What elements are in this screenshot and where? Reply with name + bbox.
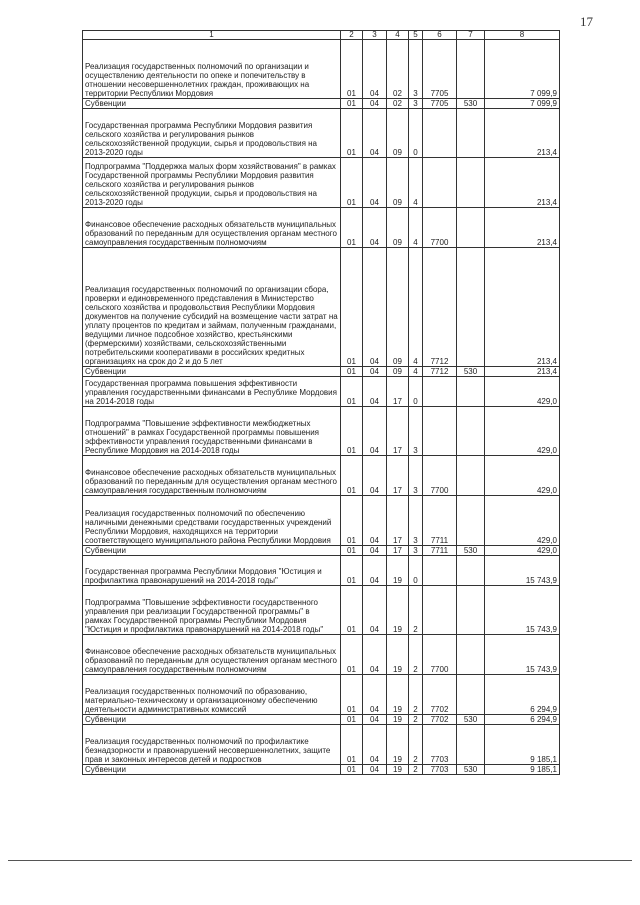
row-cell-2: 01 [341, 725, 363, 765]
row-cell-2: 01 [341, 248, 363, 367]
budget-table [82, 30, 560, 775]
row-cell-8: 429,0 [485, 377, 560, 407]
row-cell-2: 01 [341, 496, 363, 546]
row-cell-3: 04 [363, 377, 387, 407]
row-description: Реализация государственных полномочий по организации сбора, проверки и единовременного представления в Министерство сельского хозяйства и продовольствия Республики Мордовия документов на получение субсидий на возмещение части затрат на уплату процентов по кредитам и займам, полученным гражданами, ведущими личное подсобное хозяйство, крестьянскими (фермерскими) хозяйствами, сельскохозяйственными потребительскими кооперативами в российских кредитных организациях на срок до 2 и до 5 лет [83, 248, 341, 367]
row-cell-2: 01 [341, 208, 363, 248]
bottom-rule [8, 860, 632, 861]
row-cell-8: 15 743,9 [485, 635, 560, 675]
row-description: Подпрограмма "Повышение эффективности государственного управления при реализации Государственной программы" в рамках Государственной программы Республики Мордовия "Юстиция и профилактика правонарушений на 2014-2018 годы" [83, 586, 341, 635]
row-cell-4: 09 [387, 158, 409, 208]
row-cell-4: 09 [387, 208, 409, 248]
row-cell-3: 04 [363, 367, 387, 377]
row-cell-7 [457, 556, 485, 586]
row-cell-6 [423, 556, 457, 586]
row-cell-2: 01 [341, 158, 363, 208]
row-cell-2: 01 [341, 367, 363, 377]
row-cell-7: 530 [457, 367, 485, 377]
row-cell-6: 7712 [423, 248, 457, 367]
header-cell-2: 2 [341, 31, 363, 40]
row-cell-8: 213,4 [485, 158, 560, 208]
row-cell-7: 530 [457, 99, 485, 109]
row-description: Субвенции [83, 367, 341, 377]
row-cell-3: 04 [363, 556, 387, 586]
row-cell-5: 4 [409, 248, 423, 367]
header-cell-8: 8 [485, 31, 560, 40]
table-row [83, 248, 560, 367]
table-row [83, 158, 560, 208]
row-cell-7 [457, 208, 485, 248]
header-cell-6: 6 [423, 31, 457, 40]
row-cell-5: 3 [409, 407, 423, 456]
row-cell-5: 0 [409, 556, 423, 586]
row-description: Субвенции [83, 546, 341, 556]
row-cell-3: 04 [363, 456, 387, 496]
row-cell-7 [457, 158, 485, 208]
row-cell-3: 04 [363, 99, 387, 109]
header-cell-1: 1 [83, 31, 341, 40]
table-row [83, 456, 560, 496]
row-cell-3: 04 [363, 407, 387, 456]
row-cell-4: 19 [387, 675, 409, 715]
row-cell-3: 04 [363, 109, 387, 158]
row-cell-4: 09 [387, 248, 409, 367]
row-cell-3: 04 [363, 675, 387, 715]
row-cell-8: 213,4 [485, 109, 560, 158]
row-cell-3: 04 [363, 715, 387, 725]
row-cell-4: 17 [387, 496, 409, 546]
row-cell-5: 3 [409, 546, 423, 556]
row-description: Субвенции [83, 99, 341, 109]
row-cell-4: 19 [387, 725, 409, 765]
row-cell-4: 19 [387, 765, 409, 775]
row-cell-6: 7705 [423, 99, 457, 109]
table-row [83, 715, 560, 725]
header-cell-3: 3 [363, 31, 387, 40]
row-cell-8: 9 185,1 [485, 765, 560, 775]
row-cell-8: 213,4 [485, 367, 560, 377]
row-cell-2: 01 [341, 407, 363, 456]
row-cell-2: 01 [341, 546, 363, 556]
row-cell-3: 04 [363, 586, 387, 635]
row-cell-8: 15 743,9 [485, 586, 560, 635]
row-cell-6: 7703 [423, 765, 457, 775]
row-cell-6: 7700 [423, 635, 457, 675]
table-row [83, 208, 560, 248]
row-cell-8: 429,0 [485, 407, 560, 456]
row-cell-5: 4 [409, 367, 423, 377]
row-cell-5: 3 [409, 456, 423, 496]
row-cell-7 [457, 40, 485, 99]
row-description: Субвенции [83, 715, 341, 725]
table-row [83, 377, 560, 407]
row-cell-7: 530 [457, 546, 485, 556]
row-cell-6 [423, 109, 457, 158]
row-cell-7: 530 [457, 715, 485, 725]
row-cell-8: 6 294,9 [485, 675, 560, 715]
page-number: 17 [580, 14, 593, 29]
row-cell-7 [457, 407, 485, 456]
row-cell-4: 19 [387, 556, 409, 586]
row-cell-3: 04 [363, 765, 387, 775]
row-description: Реализация государственных полномочий по организации и осуществлению деятельности по опеке и попечительству в отношении несовершеннолетних граждан, проживающих на территории Республики Мордовия [83, 40, 341, 99]
table-row [83, 675, 560, 715]
row-cell-8: 6 294,9 [485, 715, 560, 725]
row-description: Государственная программа Республики Мордовия развития сельского хозяйства и регулирования рынков сельскохозяйственной продукции, сырья и продовольствия на 2013-2020 годы [83, 109, 341, 158]
row-cell-8: 213,4 [485, 208, 560, 248]
row-cell-6: 7712 [423, 367, 457, 377]
row-cell-5: 0 [409, 109, 423, 158]
row-description: Субвенции [83, 765, 341, 775]
table-row [83, 367, 560, 377]
table-row [83, 586, 560, 635]
header-cell-7: 7 [457, 31, 485, 40]
row-cell-6: 7700 [423, 208, 457, 248]
table-row [83, 407, 560, 456]
row-description: Реализация государственных полномочий по профилактике безнадзорности и правонарушений несовершеннолетних, защите прав и законных интересов детей и подростков [83, 725, 341, 765]
row-cell-7 [457, 248, 485, 367]
row-cell-7 [457, 675, 485, 715]
row-description: Реализация государственных полномочий по образованию, материально-техническому и организационному обеспечению деятельности административных комиссий [83, 675, 341, 715]
row-cell-7: 530 [457, 765, 485, 775]
row-cell-2: 01 [341, 765, 363, 775]
row-cell-4: 19 [387, 715, 409, 725]
table-row [83, 765, 560, 775]
header-row [83, 31, 560, 40]
row-cell-7 [457, 109, 485, 158]
row-cell-8: 15 743,9 [485, 556, 560, 586]
row-cell-8: 213,4 [485, 248, 560, 367]
row-cell-3: 04 [363, 546, 387, 556]
row-cell-3: 04 [363, 40, 387, 99]
row-cell-8: 429,0 [485, 546, 560, 556]
row-cell-5: 2 [409, 586, 423, 635]
row-cell-6: 7705 [423, 40, 457, 99]
header-cell-4: 4 [387, 31, 409, 40]
row-description: Финансовое обеспечение расходных обязательств муниципальных образований по переданным для осуществления органам местного самоуправления государственным полномочиям [83, 456, 341, 496]
row-cell-2: 01 [341, 556, 363, 586]
table-row [83, 546, 560, 556]
row-cell-6 [423, 377, 457, 407]
row-description: Подпрограмма "Повышение эффективности межбюджетных отношений" в рамках Государственной программы повышения эффективности управления государственными финансами в Республике Мордовия на 2014-2018 годы [83, 407, 341, 456]
row-cell-2: 01 [341, 377, 363, 407]
row-cell-3: 04 [363, 635, 387, 675]
row-cell-7 [457, 456, 485, 496]
row-cell-4: 17 [387, 546, 409, 556]
row-cell-2: 01 [341, 675, 363, 715]
row-cell-6: 7700 [423, 456, 457, 496]
row-cell-8: 429,0 [485, 456, 560, 496]
table-row [83, 556, 560, 586]
row-cell-5: 2 [409, 715, 423, 725]
table-row [83, 109, 560, 158]
row-cell-5: 2 [409, 725, 423, 765]
row-cell-2: 01 [341, 40, 363, 99]
row-cell-5: 4 [409, 158, 423, 208]
row-cell-2: 01 [341, 109, 363, 158]
row-cell-6: 7711 [423, 496, 457, 546]
row-cell-5: 2 [409, 675, 423, 715]
table-row [83, 635, 560, 675]
row-cell-5: 4 [409, 208, 423, 248]
row-cell-2: 01 [341, 456, 363, 496]
row-cell-7 [457, 377, 485, 407]
row-cell-2: 01 [341, 635, 363, 675]
row-cell-4: 17 [387, 407, 409, 456]
row-cell-5: 3 [409, 99, 423, 109]
row-cell-6: 7702 [423, 715, 457, 725]
row-cell-8: 7 099,9 [485, 40, 560, 99]
header-cell-5: 5 [409, 31, 423, 40]
row-cell-2: 01 [341, 99, 363, 109]
row-cell-7 [457, 635, 485, 675]
row-description: Финансовое обеспечение расходных обязательств муниципальных образований по переданным для осуществления органам местного самоуправления государственным полномочиям [83, 635, 341, 675]
row-cell-4: 02 [387, 99, 409, 109]
row-cell-6: 7702 [423, 675, 457, 715]
row-cell-5: 0 [409, 377, 423, 407]
row-cell-2: 01 [341, 715, 363, 725]
row-cell-7 [457, 496, 485, 546]
table-row [83, 40, 560, 99]
row-cell-3: 04 [363, 725, 387, 765]
row-description: Государственная программа повышения эффективности управления государственными финансами в Республике Мордовия на 2014-2018 годы [83, 377, 341, 407]
table-row [83, 725, 560, 765]
row-cell-6 [423, 158, 457, 208]
row-cell-4: 17 [387, 377, 409, 407]
row-cell-5: 3 [409, 40, 423, 99]
row-cell-4: 09 [387, 109, 409, 158]
row-cell-3: 04 [363, 158, 387, 208]
row-cell-4: 17 [387, 456, 409, 496]
row-cell-5: 3 [409, 496, 423, 546]
row-cell-7 [457, 586, 485, 635]
row-cell-4: 19 [387, 586, 409, 635]
row-cell-4: 09 [387, 367, 409, 377]
row-description: Реализация государственных полномочий по обеспечению наличными денежными средствами государственных учреждений Республики Мордовия, находящихся на территории соответствующего муниципального района Республики Мордовия [83, 496, 341, 546]
row-cell-2: 01 [341, 586, 363, 635]
row-cell-3: 04 [363, 208, 387, 248]
row-description: Финансовое обеспечение расходных обязательств муниципальных образований по переданным для осуществления органам местного самоуправления государственным полномочиям [83, 208, 341, 248]
table-row [83, 99, 560, 109]
row-description: Государственная программа Республики Мордовия "Юстиция и профилактика правонарушений на 2014-2018 годы" [83, 556, 341, 586]
row-cell-5: 2 [409, 635, 423, 675]
row-cell-4: 19 [387, 635, 409, 675]
row-cell-8: 7 099,9 [485, 99, 560, 109]
row-cell-8: 9 185,1 [485, 725, 560, 765]
row-cell-6 [423, 586, 457, 635]
row-cell-6: 7711 [423, 546, 457, 556]
row-cell-3: 04 [363, 496, 387, 546]
row-cell-4: 02 [387, 40, 409, 99]
row-cell-3: 04 [363, 248, 387, 367]
row-cell-6 [423, 407, 457, 456]
row-cell-8: 429,0 [485, 496, 560, 546]
row-cell-6: 7703 [423, 725, 457, 765]
row-cell-5: 2 [409, 765, 423, 775]
row-cell-7 [457, 725, 485, 765]
row-description: Подпрограмма "Поддержка малых форм хозяйствования" в рамках Государственной программы Республики Мордовия развития сельского хозяйства и регулирования рынков сельскохозяйственной продукции, сырья и продовольствия на 2013-2020 годы [83, 158, 341, 208]
table-row [83, 496, 560, 546]
